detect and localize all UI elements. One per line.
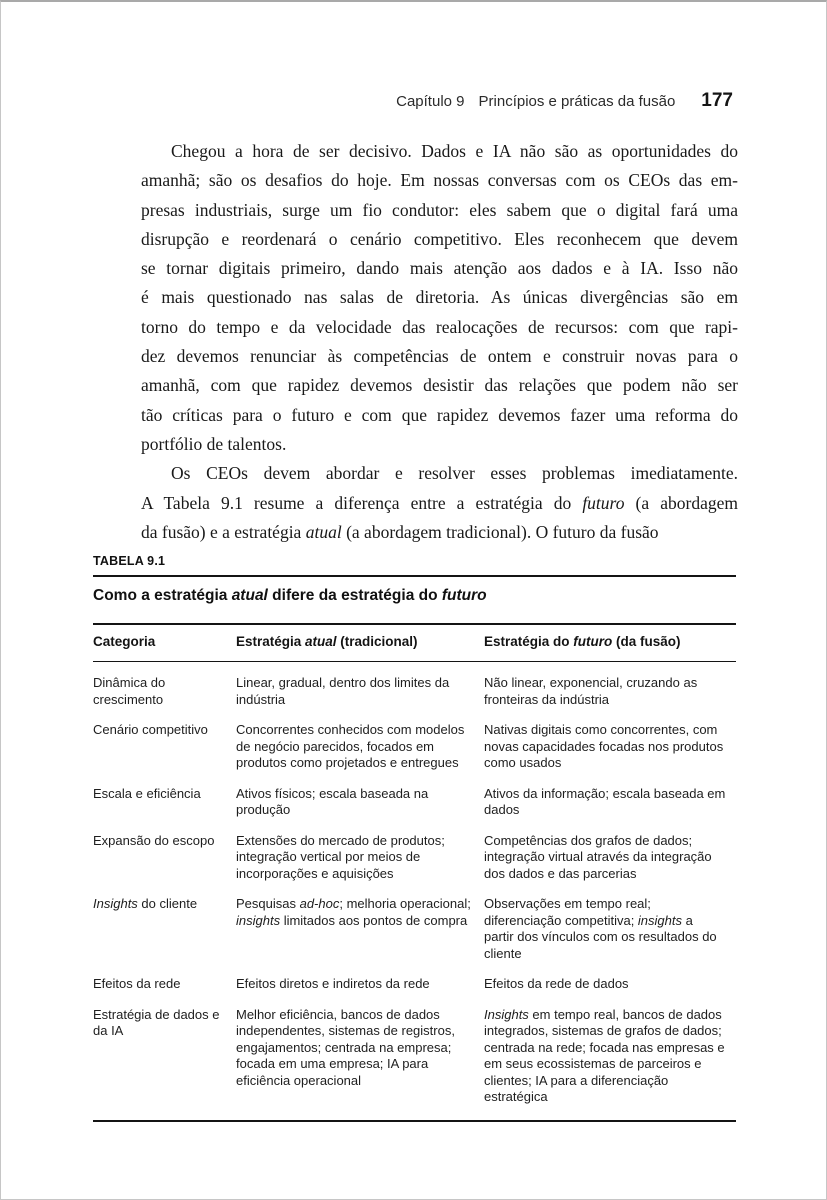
table-bottom-rule	[93, 1120, 736, 1123]
table-cell: Melhor eficiência, bancos de dados independentes, sistemas de registros, engajamentos; centrada na empresa; focada em uma empresa; IA para eficiência operacional	[236, 1006, 455, 1088]
chapter-title: Princípios e práticas da fusão	[478, 93, 676, 110]
table-row	[93, 1007, 736, 1106]
table-row	[93, 976, 736, 993]
body-text-line: amanhã, com que rapidez devemos desistir das relações que podem não ser	[141, 375, 738, 396]
table-cell: Ativos da informação; escala baseada em dados	[484, 785, 726, 817]
body-text-line: A Tabela 9.1 resume a diferença entre a estratégia do futuro (a abordagem	[141, 492, 738, 513]
body-text-line: Chegou a hora de ser decisivo. Dados e IA não são as oportunidades do	[171, 141, 738, 161]
body-text	[141, 137, 738, 547]
table-rows	[93, 662, 736, 1106]
table-cell: Não linear, exponencial, cruzando as fronteiras da indústria	[484, 675, 698, 707]
table-cell: Expansão do escopo	[93, 832, 215, 848]
table-label: TABELA 9.1	[93, 554, 166, 568]
body-text-line: Os CEOs devem abordar e resolver esses problemas imediatamente.	[171, 463, 738, 484]
table-row	[93, 833, 736, 883]
table-cell: Cenário competitivo	[93, 722, 208, 737]
table-row	[93, 675, 736, 708]
body-text-line: amanhã; são os desafios do hoje. Em nossas conversas com os CEOs das em-	[141, 170, 738, 191]
table-cell: Linear, gradual, dentro dos limites da indústria	[236, 675, 450, 707]
paragraph	[141, 137, 738, 459]
body-text-line: torno do tempo e da velocidade das realocações de recursos: com que rapi-	[141, 316, 738, 337]
table-cell: Nativas digitais como concorrentes, com novas capacidades focadas nos produtos como usados	[484, 722, 724, 770]
table-cell: Estratégia de dados e da IA	[93, 1006, 220, 1038]
table-cell: Insights do cliente	[93, 896, 198, 911]
table-cell: Efeitos diretos e indiretos da rede	[236, 976, 430, 991]
table-cell: Dinâmica do crescimento	[93, 675, 166, 707]
table-cell: Observações em tempo real; diferenciação competitiva; insights a partir dos vínculos com os resultados do cliente	[484, 896, 717, 961]
table-row	[93, 722, 736, 772]
body-text-line: dez devemos renunciar às competências de ontem e construir novas para o	[141, 346, 738, 367]
table-cell: Competências dos grafos de dados; integração virtual através da integração dos dados e das parcerias	[484, 832, 712, 881]
table-row	[93, 896, 736, 962]
body-text-line: da fusão) e a estratégia atual (a abordagem tradicional). O futuro da fusão	[141, 521, 659, 542]
column-header-categoria: Categoria	[93, 634, 156, 649]
column-header-estrategia-atual: Estratégia atual (tradicional)	[236, 634, 418, 649]
table-cell: Escala e eficiência	[93, 785, 201, 801]
table-cell: Extensões do mercado de produtos; integração vertical por meios de incorporações e aquisições	[236, 832, 445, 881]
table-header-row	[93, 625, 736, 661]
page-header	[396, 90, 733, 112]
body-text-line: tão críticas para o futuro e com que rapidez devemos fazer uma reforma do	[141, 404, 738, 425]
table-row	[93, 786, 736, 819]
table-cell: Pesquisas ad-hoc; melhoria operacional; insights limitados aos pontos de compra	[236, 896, 471, 928]
chapter-number: Capítulo 9	[396, 93, 465, 110]
table-title: Como a estratégia atual difere da estratégia do futuro	[93, 587, 487, 604]
table-cell: Efeitos da rede	[93, 976, 181, 991]
body-text-line: portfólio de talentos.	[141, 433, 287, 454]
table-cell: Concorrentes conhecidos com modelos de negócio parecidos, focados em produtos como projetados e entregues	[236, 722, 465, 770]
table-cell: Efeitos da rede de dados	[484, 976, 629, 991]
body-text-line: se tornar digitais primeiro, dando mais atenção aos dados e à IA. Isso não	[141, 258, 738, 279]
table-cell: Ativos físicos; escala baseada na produção	[236, 785, 429, 817]
table-cell: Insights em tempo real, bancos de dados integrados, sistemas de grafos de dados; centrada na rede; focada nas empresas e em seus ecossistemas de parceiros e clientes; IA para a diferenciação estratégica	[484, 1006, 725, 1104]
body-text-line: disrupção e reordenará o cenário competitivo. Eles reconhecem que devem	[141, 228, 738, 249]
body-text-line: é mais questionado nas salas de diretoria. As únicas divergências são em	[141, 287, 738, 308]
table-9-1	[93, 554, 736, 1122]
paragraph	[141, 459, 738, 547]
column-header-estrategia-futuro: Estratégia do futuro (da fusão)	[484, 634, 681, 649]
body-text-line: presas industriais, surge um fio condutor: eles sabem que o digital fará uma	[141, 199, 738, 220]
page-number: 177	[701, 90, 733, 111]
